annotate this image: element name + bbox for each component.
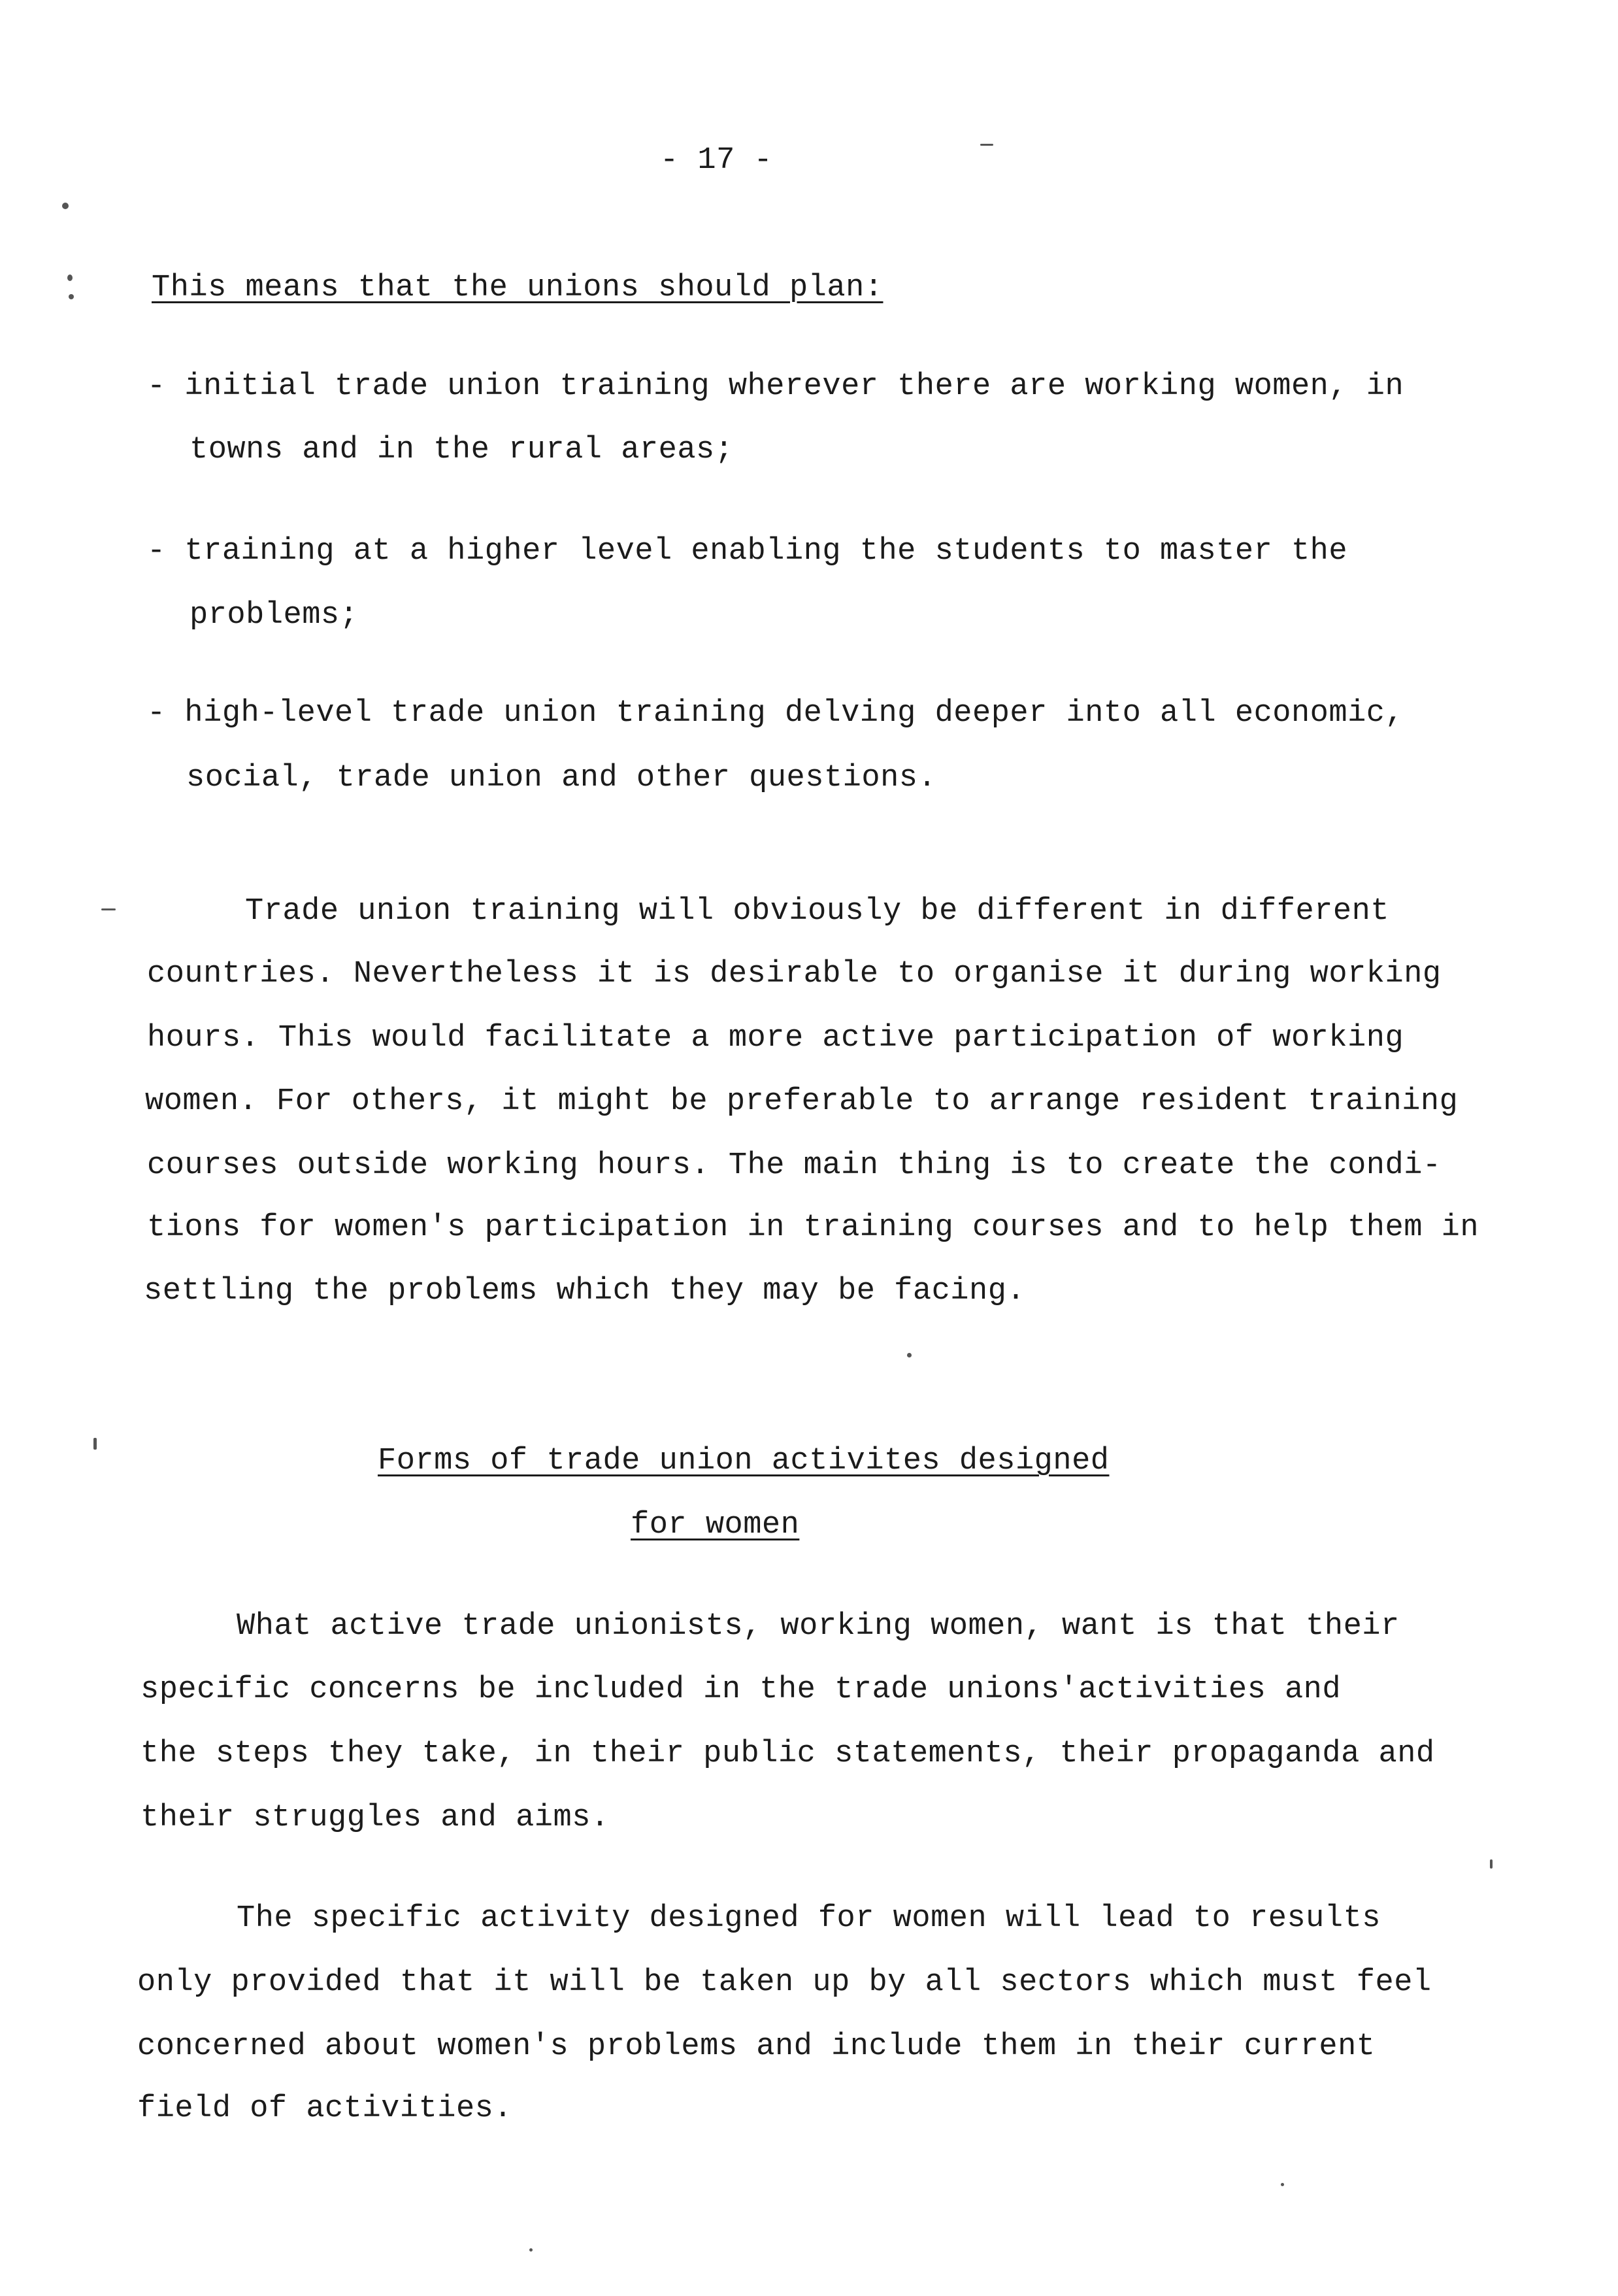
paragraph-2-line-2: specific concerns be included in the trade unions'activities and [140,1672,1342,1707]
scan-speck [69,294,74,299]
paragraph-3-line-4: field of activities. [137,2091,513,2126]
scan-speck [980,144,993,146]
scan-speck [1281,2183,1284,2186]
paragraph-1-line-3: hours. This would facilitate a more active participation of working [147,1021,1404,1056]
paragraph-1-line-2: countries. Nevertheless it is desirable to organise it during working [147,957,1442,991]
bullet-2-line-1: - training at a higher level enabling the students to master the [147,534,1348,569]
section-heading-line-2: for women [631,1508,800,1542]
paragraph-1-line-6: tions for women's participation in training courses and to help them in [147,1210,1479,1245]
paragraph-2-line-3: the steps they take, in their public statements, their propaganda and [140,1737,1435,1771]
section-heading-line-1: Forms of trade union activites designed [378,1444,1110,1478]
bullet-1-line-2: towns and in the rural areas; [190,433,734,467]
scan-speck [101,908,116,910]
bullet-3-line-1: - high-level trade union training delving deeper into all economic, [147,696,1404,731]
scan-speck [93,1438,97,1450]
paragraph-2-line-1: What active trade unionists, working women, want is that their [237,1609,1400,1644]
paragraph-1-line-4: women. For others, it might be preferable to arrange resident training [145,1084,1459,1119]
paragraph-3-line-2: only provided that it will be taken up by all sectors which must feel [137,1965,1432,2000]
scan-speck [67,275,73,281]
bullet-3-line-2: social, trade union and other questions. [186,761,937,795]
scan-speck [1490,1859,1493,1869]
paragraph-2-line-4: their struggles and aims. [140,1801,610,1835]
bullet-1-line-1: - initial trade union training wherever there are working women, in [147,369,1404,404]
paragraph-3-line-1: The specific activity designed for women will lead to results [237,1901,1381,1936]
paragraph-3-line-3: concerned about women's problems and include them in their current [137,2029,1376,2064]
paragraph-1-line-7: settling the problems which they may be facing. [144,1274,1026,1308]
paragraph-1-line-1: Trade union training will obviously be different in different [245,894,1389,929]
scan-speck [529,2248,533,2252]
scan-speck [62,203,69,209]
paragraph-1-line-5: courses outside working hours. The main thing is to create the condi- [147,1148,1442,1183]
intro-line: This means that the unions should plan: [152,271,883,305]
scan-speck [907,1353,912,1357]
bullet-2-line-2: problems; [190,598,359,633]
page-number: - 17 - [660,143,773,178]
